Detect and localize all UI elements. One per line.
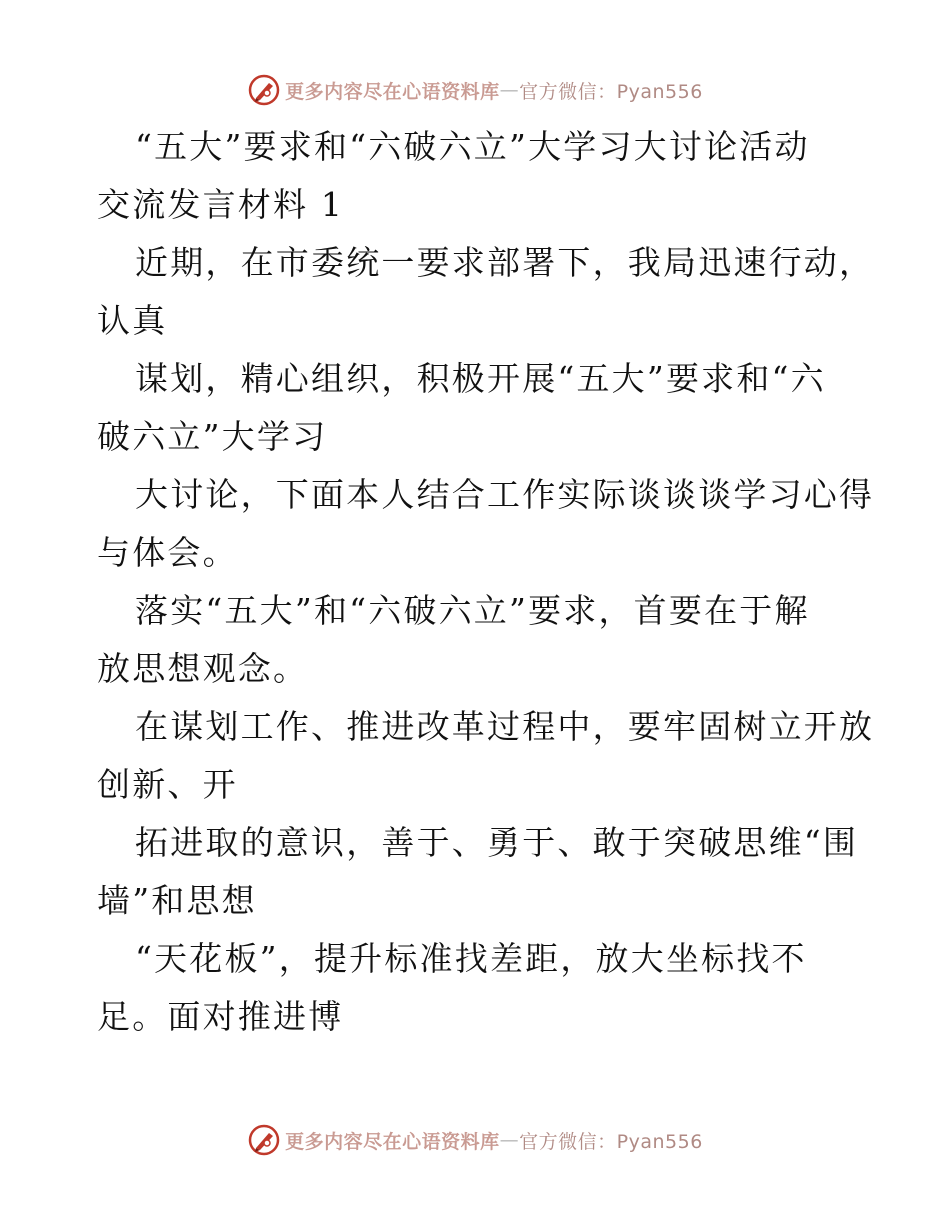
paragraph-line: 与体会。 — [97, 533, 238, 572]
paragraph-line: 拓进取的意识，善于、勇于、敢于突破思维“围 — [135, 823, 859, 862]
paragraph-line: 谋划，精心组织，积极开展“五大”要求和“六 — [135, 359, 826, 398]
paragraph-line: 放思想观念。 — [97, 649, 309, 688]
paragraph-line: 在谋划工作、推进改革过程中，要牢固树立开放 — [135, 707, 875, 746]
watermark-main-text: 更多内容尽在心语资料库 — [285, 1130, 500, 1153]
paragraph-line: 墙”和思想 — [97, 881, 257, 920]
document-body — [97, 118, 875, 1046]
footer-watermark — [0, 1120, 950, 1160]
paragraph-line: 认真 — [97, 301, 168, 340]
pen-logo-icon — [247, 1123, 281, 1157]
paragraph-line: 落实“五大”和“六破六立”要求，首要在于解 — [135, 591, 810, 630]
paragraph-line: 破六立”大学习 — [97, 417, 328, 456]
header-watermark — [0, 70, 950, 110]
paragraph-line: 足。面对推进博 — [97, 997, 344, 1036]
title-line-2: 交流发言材料 1 — [97, 185, 345, 224]
title-line-1: “五大”要求和“六破六立”大学习大讨论活动 — [135, 127, 810, 166]
paragraph-line: 近期，在市委统一要求部署下，我局迅速行动， — [135, 243, 875, 282]
watermark-dash: — — [499, 79, 520, 101]
paragraph-line: 大讨论，下面本人结合工作实际谈谈谈学习心得 — [135, 475, 875, 514]
watermark-sub-text: 官方微信：Pyan556 — [519, 1130, 703, 1153]
watermark-sub-text: 官方微信：Pyan556 — [519, 80, 703, 103]
watermark-dash: — — [499, 1129, 520, 1151]
watermark-main-text: 更多内容尽在心语资料库 — [285, 80, 500, 103]
paragraph-line: “天花板”，提升标准找差距，放大坐标找不 — [135, 939, 807, 978]
paragraph-line: 创新、开 — [97, 765, 238, 804]
pen-logo-icon — [247, 73, 281, 107]
